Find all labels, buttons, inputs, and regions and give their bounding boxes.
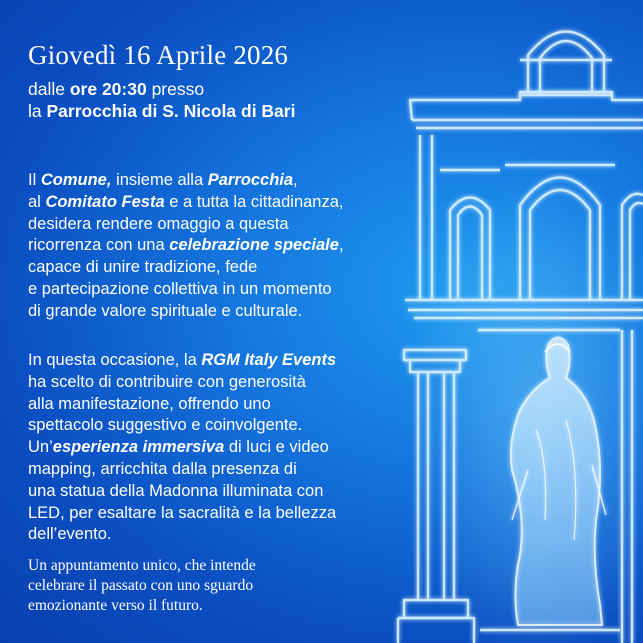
text: al — [28, 192, 46, 211]
paragraph-intro — [28, 170, 398, 323]
highlight-comune: Comune, — [40, 171, 112, 189]
sponsor-line-9: dell’evento. — [28, 525, 112, 544]
event-date: Giovedì 16 Aprile 2026 — [28, 40, 289, 70]
sponsor-line-8: LED, per esaltare la sacralità e la bellezza — [28, 503, 337, 522]
text: ricorrenza con una — [28, 236, 170, 255]
sponsor-line-7: una statua della Madonna illuminata con — [28, 481, 324, 500]
place-prefix: la — [28, 101, 47, 121]
text: , — [293, 171, 298, 189]
intro-line-2 — [28, 192, 398, 214]
text: Un’ — [28, 438, 53, 457]
text: e a tutta la cittadinanza, — [164, 192, 344, 211]
highlight-celebrazione: celebrazione speciale — [169, 236, 339, 255]
text: insieme alla — [111, 171, 208, 189]
closing-text — [28, 556, 328, 616]
text: In questa occasione, la — [28, 351, 202, 369]
text: di luci e video — [224, 438, 329, 457]
intro-line-5: capace di unire tradizione, fede — [28, 258, 258, 277]
time-suffix: presso — [146, 79, 205, 99]
event-place — [28, 100, 295, 122]
intro-line-6: e partecipazione collettiva in un momento — [28, 279, 332, 298]
highlight-esperienza: esperienza immersiva — [52, 438, 225, 457]
sponsor-line-4: spettacolo suggestivo e coinvolgente. — [28, 416, 303, 435]
intro-line-1 — [28, 170, 398, 192]
closing-line-1: Un appuntamento unico, che intende — [28, 557, 256, 574]
sponsor-line-1 — [28, 350, 398, 372]
time-prefix: dalle — [28, 79, 70, 99]
sponsor-line-6: mapping, arricchita dalla presenza di — [28, 459, 297, 478]
sponsor-line-2: ha scelto di contribuire con generosità — [28, 372, 306, 391]
text: , — [338, 236, 344, 255]
intro-line-7: di grande valore spirituale e culturale. — [28, 301, 303, 320]
highlight-comitato: Comitato Festa — [45, 192, 165, 211]
text: Il — [28, 171, 41, 189]
closing-line-2: celebrare il passato con uno sguardo — [28, 577, 254, 594]
highlight-rgm: RGM Italy Events — [201, 351, 337, 369]
intro-line-3: desidera rendere omaggio a questa — [28, 214, 289, 233]
place-name: Parrocchia di S. Nicola di Bari — [46, 101, 296, 121]
sponsor-line-3: alla manifestazione, offrendo uno — [28, 394, 271, 413]
event-time — [28, 78, 204, 100]
closing-line-3: emozionante verso il futuro. — [28, 597, 203, 614]
sponsor-line-5 — [28, 437, 398, 459]
time-value: ore 20:30 — [69, 79, 147, 99]
paragraph-sponsor — [28, 350, 398, 546]
highlight-parrocchia: Parrocchia — [207, 171, 294, 189]
intro-line-4 — [28, 235, 398, 257]
